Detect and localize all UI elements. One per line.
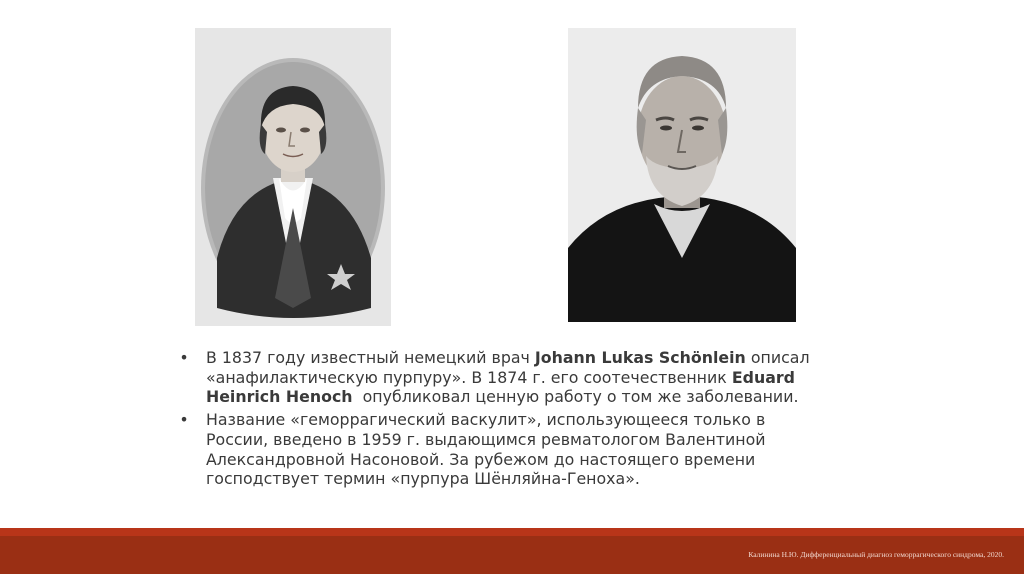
list-item-2 (178, 410, 818, 489)
footer-credit: Калинина Н.Ю. Дифференциальный диагноз геморрагического синдрома, 2020. (748, 550, 1004, 559)
footer-bar (0, 536, 1024, 574)
engraved-portrait-oval-icon (195, 28, 391, 326)
footer-accent-bar (0, 528, 1024, 536)
text-segment: Название «геморрагический васкулит», использующееся только в России, введено в 1959 г. выдающимся ревматологом Валентиной Александровной Насоновой. За рубежом до настоящего времени господствует термин «пурпура Шёнляйна-Геноха». (206, 410, 766, 489)
photo-portrait-bearded-icon (568, 28, 796, 322)
list-item-1 (178, 348, 818, 407)
bullet-icon: • (179, 410, 189, 430)
schonlein-portrait (195, 28, 391, 326)
henoch-name: Eduard Heinrich Henoch (206, 367, 795, 407)
schonlein-name: Johann Lukas Schönlein (534, 348, 746, 367)
henoch-portrait (568, 28, 796, 322)
text-segment: опубликовал ценную работу о том же заболевании. (352, 387, 799, 407)
content-list (178, 348, 818, 492)
text-segment: описал «анафилактическую пурпуру». В 1874 г. его соотечественник (206, 348, 810, 387)
bullet-icon: • (179, 348, 189, 367)
text-segment: В 1837 году известный немецкий врач (206, 348, 535, 367)
